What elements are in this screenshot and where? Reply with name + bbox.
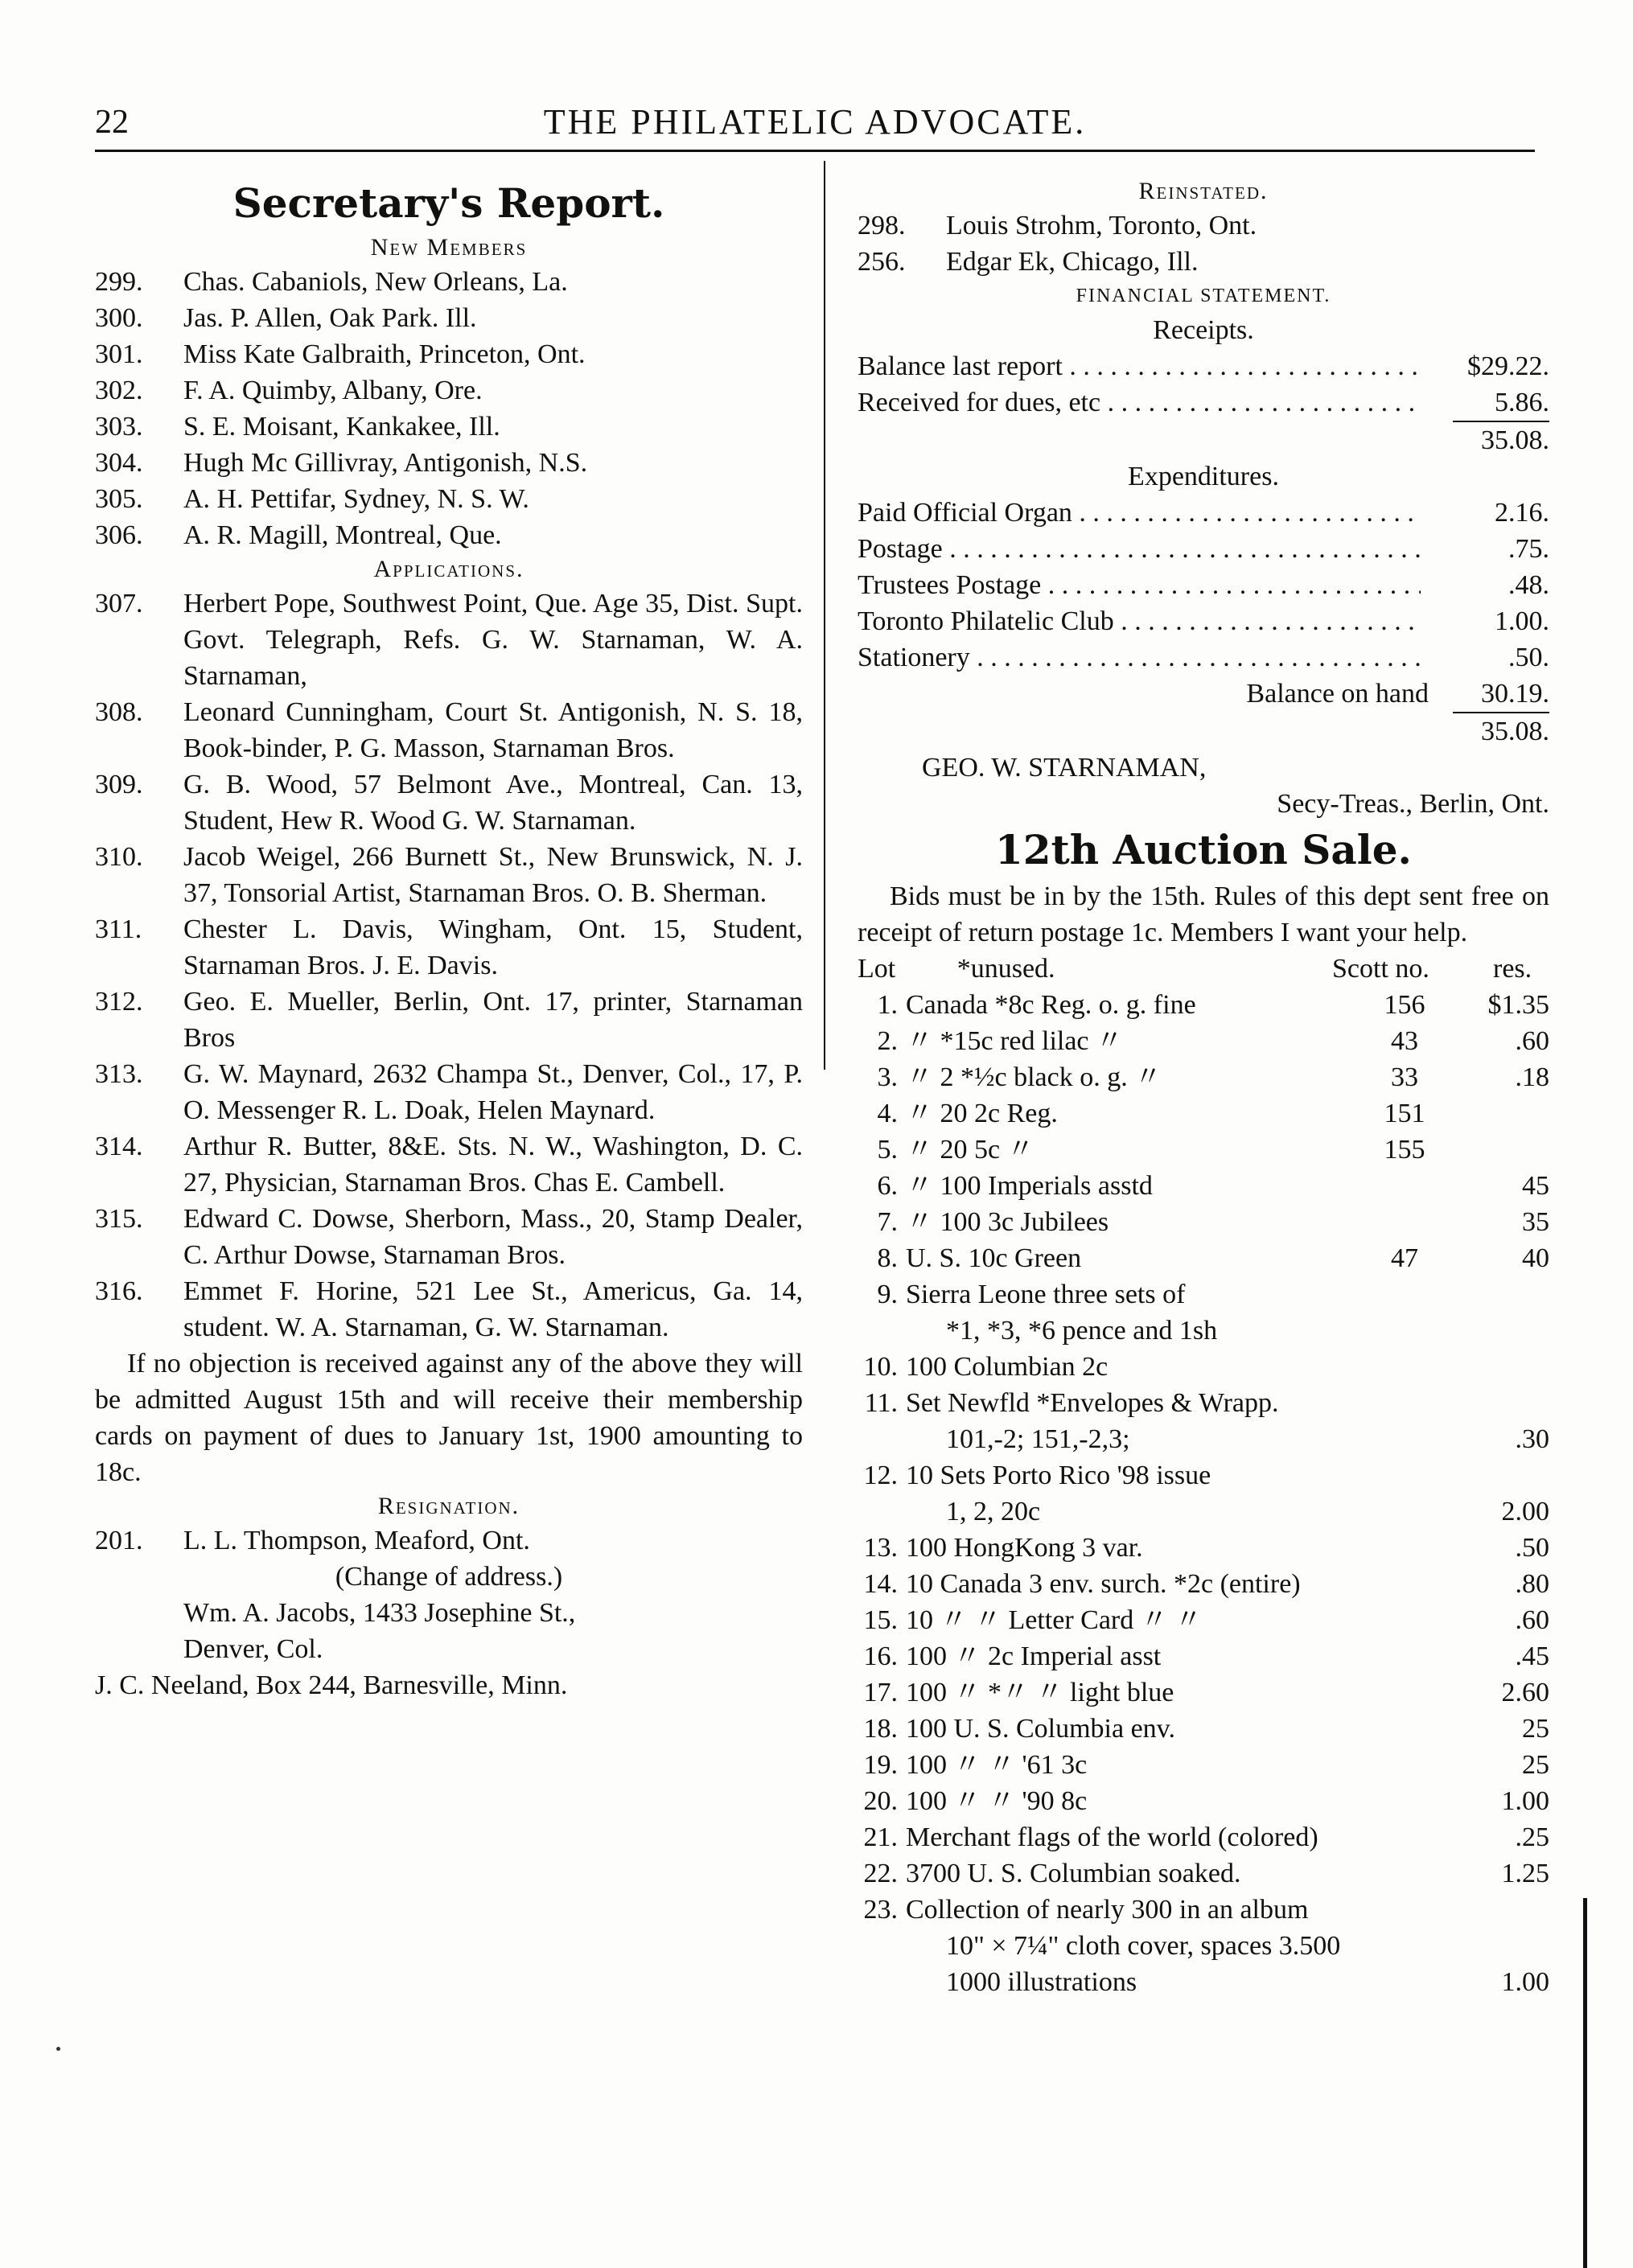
lot-description: 100 〃 〃 '90 8c (906, 1786, 1088, 1816)
lot-scott-number (1356, 1566, 1453, 1602)
expenditure-row (858, 603, 1549, 639)
list-item (95, 336, 803, 372)
lot-reserve: 1.25 (1501, 1859, 1549, 1888)
entry-text: Chester L. Davis, Wingham, Ont. 15, Student, Starnaman Bros. J. E. Davis. (183, 914, 803, 980)
applications-list (95, 585, 803, 1346)
objection-paragraph: If no objection is received against any of the above they will be admitted August 15th and will receive their membership cards on payment of dues to January 1st, 1900 amounting to 18c. (95, 1349, 803, 1487)
expenditure-label: Stationery . . . (858, 639, 1421, 676)
applications-heading: Applications. (373, 556, 524, 582)
lot-number: 17. (863, 1678, 898, 1707)
lot-scott-number: 47 (1391, 1243, 1418, 1273)
lot-scott-number (1356, 1928, 1453, 1964)
balance-label: Balance on hand (1246, 679, 1429, 709)
entry-number: 302. (95, 376, 143, 405)
auction-sale-title: 12th Auction Sale. (995, 826, 1412, 873)
lot-reserve: .18 (1515, 1062, 1549, 1092)
lot-description: 3700 U. S. Columbian soaked. (906, 1859, 1241, 1888)
lot-number: 11. (864, 1388, 898, 1418)
entry-number: 256. (858, 247, 906, 277)
lot-reserve: 45 (1522, 1171, 1549, 1201)
lot-description: 10 〃 〃 Letter Card 〃 〃 (906, 1605, 1203, 1635)
lot-scott-number (1356, 1168, 1453, 1204)
entry-number: 201. (95, 1526, 143, 1555)
entry-text: G. B. Wood, 57 Belmont Ave., Montreal, Can. 13, Student, Hew R. Wood G. W. Starnaman. (183, 770, 803, 836)
entry-text: Jacob Weigel, 266 Burnett St., New Brunswick, N. J. 37, Tonsorial Artist, Starnaman Bros. O. B. Sherman. (183, 842, 803, 908)
page-number: 22 (95, 104, 129, 141)
auction-lot-row (858, 1747, 1549, 1783)
list-item (95, 1128, 803, 1201)
lot-description: 〃 100 3c Jubilees (906, 1207, 1109, 1237)
list-item (95, 911, 803, 984)
lot-description: 100 〃 2c Imperial asst (906, 1641, 1162, 1671)
entry-number: 315. (95, 1204, 143, 1234)
auction-lot-row (858, 1855, 1549, 1892)
list-item (95, 984, 803, 1056)
reinstated-entry (858, 207, 1549, 244)
list-item (95, 445, 803, 481)
auction-lot-row (858, 1313, 1549, 1349)
lot-reserve (1453, 1313, 1549, 1349)
expenditure-amount: .50. (1508, 643, 1549, 672)
lot-reserve: .60 (1515, 1605, 1549, 1635)
lot-scott-number (1356, 1530, 1453, 1566)
lot-scott-number (1356, 1276, 1453, 1313)
entry-number: 298. (858, 211, 906, 240)
expenditure-row (858, 495, 1549, 531)
reinstated-entry (858, 244, 1549, 280)
auction-lot-row (858, 1566, 1549, 1602)
auction-lots-list (858, 987, 1549, 2000)
list-item (95, 481, 803, 517)
expenditure-row (858, 567, 1549, 603)
lot-scott-number (1356, 1494, 1453, 1530)
auction-lot-row (858, 1240, 1549, 1276)
lot-description: U. S. 10c Green (906, 1243, 1082, 1273)
auction-lot-row (858, 1928, 1549, 1964)
receipt-label: Received for dues, etc . . . (858, 384, 1421, 421)
entry-number: 308. (95, 697, 143, 727)
auction-lot-row (858, 1421, 1549, 1457)
lot-number: 7. (877, 1207, 898, 1237)
lot-description: *1, *3, *6 pence and 1sh (946, 1316, 1218, 1346)
lot-scott-number (1356, 1747, 1453, 1783)
auction-lot-row (858, 1711, 1549, 1747)
auction-lot-row (858, 1023, 1549, 1059)
list-item (95, 1056, 803, 1128)
list-item (95, 839, 803, 911)
lot-scott-number (1356, 1638, 1453, 1674)
auction-lot-row (858, 1457, 1549, 1494)
auction-lot-row (858, 1494, 1549, 1530)
lot-reserve: 1.00 (1501, 1967, 1549, 1997)
header-rule (95, 150, 1535, 152)
lot-reserve (1453, 1892, 1549, 1928)
entry-text: L. L. Thompson, Meaford, Ont. (183, 1526, 530, 1555)
lot-scott-number (1356, 1385, 1453, 1421)
lot-reserve (1453, 1132, 1549, 1168)
auction-lot-row (858, 1385, 1549, 1421)
expenditures-total (858, 712, 1549, 750)
lot-description: Merchant flags of the world (colored) (906, 1822, 1318, 1852)
column-divider (824, 161, 825, 1070)
lot-scott-number (1356, 1964, 1453, 2000)
auction-lot-row (858, 1095, 1549, 1132)
entry-number: 303. (95, 412, 143, 442)
lot-reserve: 25 (1522, 1714, 1549, 1744)
entry-number: 306. (95, 520, 143, 550)
lots-header (858, 951, 1549, 987)
lot-description: Canada *8c Reg. o. g. fine (906, 990, 1196, 1020)
receipt-amount: 5.86. (1495, 388, 1549, 417)
entry-number: 310. (95, 842, 143, 872)
entry-text: S. E. Moisant, Kankakee, Ill. (183, 412, 500, 442)
lot-reserve: 40 (1522, 1243, 1549, 1273)
auction-lot-row (858, 1602, 1549, 1638)
lot-scott-number (1356, 1892, 1453, 1928)
receipts-heading: Receipts. (1153, 315, 1254, 345)
list-item (95, 372, 803, 409)
lot-number: 12. (863, 1461, 898, 1490)
lot-scott-number (1356, 1204, 1453, 1240)
expenditure-label: Toronto Philatelic Club . . . (858, 603, 1421, 639)
lot-number: 23. (863, 1895, 898, 1925)
entry-text: A. H. Pettifar, Sydney, N. S. W. (183, 484, 529, 514)
lot-scott-number: 155 (1384, 1135, 1425, 1165)
entry-text: Chas. Cabaniols, New Orleans, La. (183, 267, 568, 297)
change-of-address-heading: (Change of address.) (335, 1562, 563, 1592)
lot-scott-number: 156 (1384, 990, 1425, 1020)
auction-lot-row (858, 1783, 1549, 1819)
lot-reserve: .60 (1515, 1026, 1549, 1056)
entry-text: Louis Strohm, Toronto, Ont. (946, 211, 1257, 240)
lot-description: 〃 *15c red lilac 〃 (906, 1026, 1124, 1056)
list-item (95, 409, 803, 445)
lot-reserve (1453, 1457, 1549, 1494)
expenditure-amount: 2.16. (1495, 498, 1549, 528)
lot-description: 100 〃 *〃 〃 light blue (906, 1678, 1174, 1707)
lot-scott-number (1356, 1457, 1453, 1494)
auction-lot-row (858, 987, 1549, 1023)
lot-reserve: 2.00 (1501, 1497, 1549, 1526)
receipt-row (858, 384, 1549, 421)
expenditure-label: Paid Official Organ . . . (858, 495, 1421, 531)
page-header (95, 98, 1535, 146)
entry-text: Edward C. Dowse, Sherborn, Mass., 20, Stamp Dealer, C. Arthur Dowse, Starnaman Bros. (183, 1204, 803, 1270)
list-item (95, 694, 803, 766)
lots-header-scott: Scott no. (1332, 954, 1429, 984)
expenditure-row (858, 639, 1549, 676)
receipt-label: Balance last report . . . (858, 348, 1421, 384)
lot-number: 15. (863, 1605, 898, 1635)
lot-description: 100 U. S. Columbia env. (906, 1714, 1175, 1744)
balance-row (858, 676, 1549, 712)
lot-number: 4. (877, 1099, 898, 1128)
lot-number: 5. (877, 1135, 898, 1165)
lot-scott-number (1356, 1349, 1453, 1385)
auction-lot-row (858, 1638, 1549, 1674)
auction-lot-row (858, 1819, 1549, 1855)
lot-reserve (1453, 1095, 1549, 1132)
lot-number: 3. (877, 1062, 898, 1092)
auction-intro: Bids must be in by the 15th. Rules of this dept sent free on receipt of return postage 1c. Members I want your help. (858, 881, 1549, 947)
lot-description: 10 Sets Porto Rico '98 issue (906, 1461, 1211, 1490)
lot-reserve (1453, 1349, 1549, 1385)
lot-scott-number (1356, 1421, 1453, 1457)
entry-text: Herbert Pope, Southwest Point, Que. Age 35, Dist. Supt. Govt. Telegraph, Refs. G. W. Starnaman, W. A. Starnaman, (183, 589, 803, 691)
right-column (858, 175, 1549, 2000)
receipt-amount: $29.22. (1467, 351, 1549, 381)
expenditure-label: Trustees Postage . . . (858, 567, 1421, 603)
total-amount: 35.08. (1453, 712, 1549, 750)
entry-number: 313. (95, 1059, 143, 1089)
auction-lot-row (858, 1059, 1549, 1095)
lot-number: 20. (863, 1786, 898, 1816)
list-item (95, 1273, 803, 1346)
lot-reserve: 25 (1522, 1750, 1549, 1780)
lot-number (858, 1494, 906, 1530)
lot-description: 10 Canada 3 env. surch. *2c (entire) (906, 1569, 1301, 1599)
lot-number: 9. (877, 1280, 898, 1309)
auction-lot-row (858, 1204, 1549, 1240)
signature-title: Secy-Treas., Berlin, Ont. (1277, 789, 1549, 819)
lot-scott-number (1356, 1819, 1453, 1855)
entry-number: 312. (95, 987, 143, 1017)
auction-lot-row (858, 1276, 1549, 1313)
resignation-entry (95, 1522, 803, 1559)
entry-number: 300. (95, 303, 143, 333)
lot-description: 〃 20 5c 〃 (906, 1135, 1035, 1165)
entry-text: Miss Kate Galbraith, Princeton, Ont. (183, 339, 586, 369)
lot-number: 2. (877, 1026, 898, 1056)
entry-text: Emmet F. Horine, 521 Lee St., Americus, Ga. 14, student. W. A. Starnaman, G. W. Starnaman. (183, 1276, 803, 1342)
lot-number: 6. (877, 1171, 898, 1201)
lot-scott-number (1356, 1711, 1453, 1747)
lot-number: 1. (877, 990, 898, 1020)
entry-text: Edgar Ek, Chicago, Ill. (946, 247, 1199, 277)
page-edge-line (1583, 1898, 1587, 2268)
lot-scott-number (1356, 1855, 1453, 1892)
entry-number: 305. (95, 484, 143, 514)
lot-reserve: 35 (1522, 1207, 1549, 1237)
lot-scott-number (1356, 1313, 1453, 1349)
entry-text: Leonard Cunningham, Court St. Antigonish, N. S. 18, Book-binder, P. G. Masson, Starnaman Bros. (183, 697, 803, 763)
expenditure-row (858, 531, 1549, 567)
total-amount: 35.08. (1453, 421, 1549, 458)
entry-number: 301. (95, 339, 143, 369)
lot-number: 14. (863, 1569, 898, 1599)
publication-title: THE PHILATELIC ADVOCATE. (543, 102, 1087, 142)
lot-description: 100 HongKong 3 var. (906, 1533, 1143, 1563)
lot-description: Collection of nearly 300 in an album (906, 1895, 1309, 1925)
entry-number: 307. (95, 589, 143, 618)
auction-lot-row (858, 1530, 1549, 1566)
balance-amount: 30.19. (1481, 679, 1549, 709)
lot-reserve: .25 (1515, 1822, 1549, 1852)
lot-scott-number (1356, 1783, 1453, 1819)
lot-reserve: $1.35 (1487, 990, 1549, 1020)
secretary-report-title: Secretary's Report. (232, 179, 665, 227)
entry-number: 316. (95, 1276, 143, 1306)
expenditure-label: Postage . . . (858, 531, 1421, 567)
entry-number: 311. (95, 914, 142, 944)
entry-text: A. R. Magill, Montreal, Que. (183, 520, 502, 550)
lot-reserve: .45 (1515, 1641, 1549, 1671)
list-item (95, 517, 803, 553)
lot-reserve (1453, 1928, 1549, 1964)
financial-statement-heading: FINANCIAL STATEMENT. (1076, 286, 1331, 306)
lot-number: 8. (877, 1243, 898, 1273)
lot-number: 18. (863, 1714, 898, 1744)
last-entry: J. C. Neeland, Box 244, Barnesville, Minn. (95, 1670, 568, 1700)
signature-name: GEO. W. STARNAMAN, (922, 753, 1207, 783)
lot-number (858, 1421, 906, 1457)
receipt-row (858, 348, 1549, 384)
lots-header-res: res. (1493, 954, 1532, 984)
reinstated-heading: Reinstated. (1138, 178, 1269, 204)
expenditures-list (858, 495, 1549, 676)
expenditures-heading: Expenditures. (1128, 462, 1279, 491)
change-line: Wm. A. Jacobs, 1433 Josephine St., (183, 1598, 576, 1628)
entry-text: Jas. P. Allen, Oak Park. Ill. (183, 303, 477, 333)
lot-number: 21. (863, 1822, 898, 1852)
entry-text: Geo. E. Mueller, Berlin, Ont. 17, printer, Starnaman Bros (183, 987, 803, 1053)
lot-reserve: 2.60 (1501, 1678, 1549, 1707)
lot-number: 22. (863, 1859, 898, 1888)
lot-number: 13. (863, 1533, 898, 1563)
receipts-total (858, 421, 1549, 458)
lot-description: Sierra Leone three sets of (906, 1280, 1186, 1309)
change-line: Denver, Col. (183, 1634, 323, 1664)
lot-description: 〃 100 Imperials asstd (906, 1171, 1153, 1201)
expenditure-amount: .75. (1508, 534, 1549, 564)
entry-number: 304. (95, 448, 143, 478)
lot-description: 10" × 7¼" cloth cover, spaces 3.500 (946, 1931, 1341, 1961)
lot-number: 16. (863, 1641, 898, 1671)
lot-description: 100 Columbian 2c (906, 1352, 1109, 1382)
lot-description: Set Newfld *Envelopes & Wrapp. (906, 1388, 1279, 1418)
new-members-list (95, 264, 803, 553)
lot-number: 10. (863, 1352, 898, 1382)
lot-description: 1, 2, 20c (946, 1497, 1041, 1526)
lot-number: 19. (863, 1750, 898, 1780)
lot-description: 1000 illustrations (946, 1967, 1137, 1997)
lot-scott-number: 151 (1384, 1099, 1425, 1128)
lot-scott-number: 33 (1391, 1062, 1418, 1092)
entry-number: 299. (95, 267, 143, 297)
auction-lot-row (858, 1674, 1549, 1711)
new-members-heading: New Members (370, 234, 528, 261)
auction-lot-row (858, 1349, 1549, 1385)
lot-number (858, 1928, 906, 1964)
auction-lot-row (858, 1964, 1549, 2000)
entry-number: 309. (95, 770, 143, 799)
entry-text: F. A. Quimby, Albany, Ore. (183, 376, 483, 405)
lot-description: 〃 2 *½c black o. g. 〃 (906, 1062, 1162, 1092)
list-item (95, 264, 803, 300)
entry-number: 314. (95, 1132, 143, 1161)
lot-scott-number (1356, 1674, 1453, 1711)
lot-scott-number (1356, 1602, 1453, 1638)
lot-scott-number: 43 (1391, 1026, 1418, 1056)
lot-description: 〃 20 2c Reg. (906, 1099, 1058, 1128)
list-item (95, 1201, 803, 1273)
entry-text: Arthur R. Butter, 8&E. Sts. N. W., Washington, D. C. 27, Physician, Starnaman Bros. Chas E. Cambell. (183, 1132, 803, 1198)
resignation-heading: Resignation. (377, 1493, 520, 1519)
left-column (95, 175, 803, 1703)
lot-reserve: 1.00 (1501, 1786, 1549, 1816)
lots-header-lot: Lot *unused. (858, 954, 1055, 984)
expenditure-amount: .48. (1508, 570, 1549, 600)
print-speck (56, 2047, 60, 2051)
lot-reserve: .30 (1515, 1424, 1549, 1454)
entry-text: Hugh Mc Gillivray, Antigonish, N.S. (183, 448, 588, 478)
entry-text: G. W. Maynard, 2632 Champa St., Denver, Col., 17, P. O. Messenger R. L. Doak, Helen Maynard. (183, 1059, 803, 1125)
lot-reserve: .80 (1515, 1569, 1549, 1599)
lot-description: 100 〃 〃 '61 3c (906, 1750, 1088, 1780)
lot-reserve (1453, 1276, 1549, 1313)
auction-lot-row (858, 1168, 1549, 1204)
list-item (95, 585, 803, 694)
expenditure-amount: 1.00. (1495, 606, 1549, 636)
lot-reserve: .50 (1515, 1533, 1549, 1563)
list-item (95, 766, 803, 839)
auction-lot-row (858, 1132, 1549, 1168)
lot-number (858, 1964, 906, 2000)
auction-lot-row (858, 1892, 1549, 1928)
lot-number (858, 1313, 906, 1349)
list-item (95, 300, 803, 336)
lot-reserve (1453, 1385, 1549, 1421)
lot-description: 101,-2; 151,-2,3; (946, 1424, 1130, 1454)
